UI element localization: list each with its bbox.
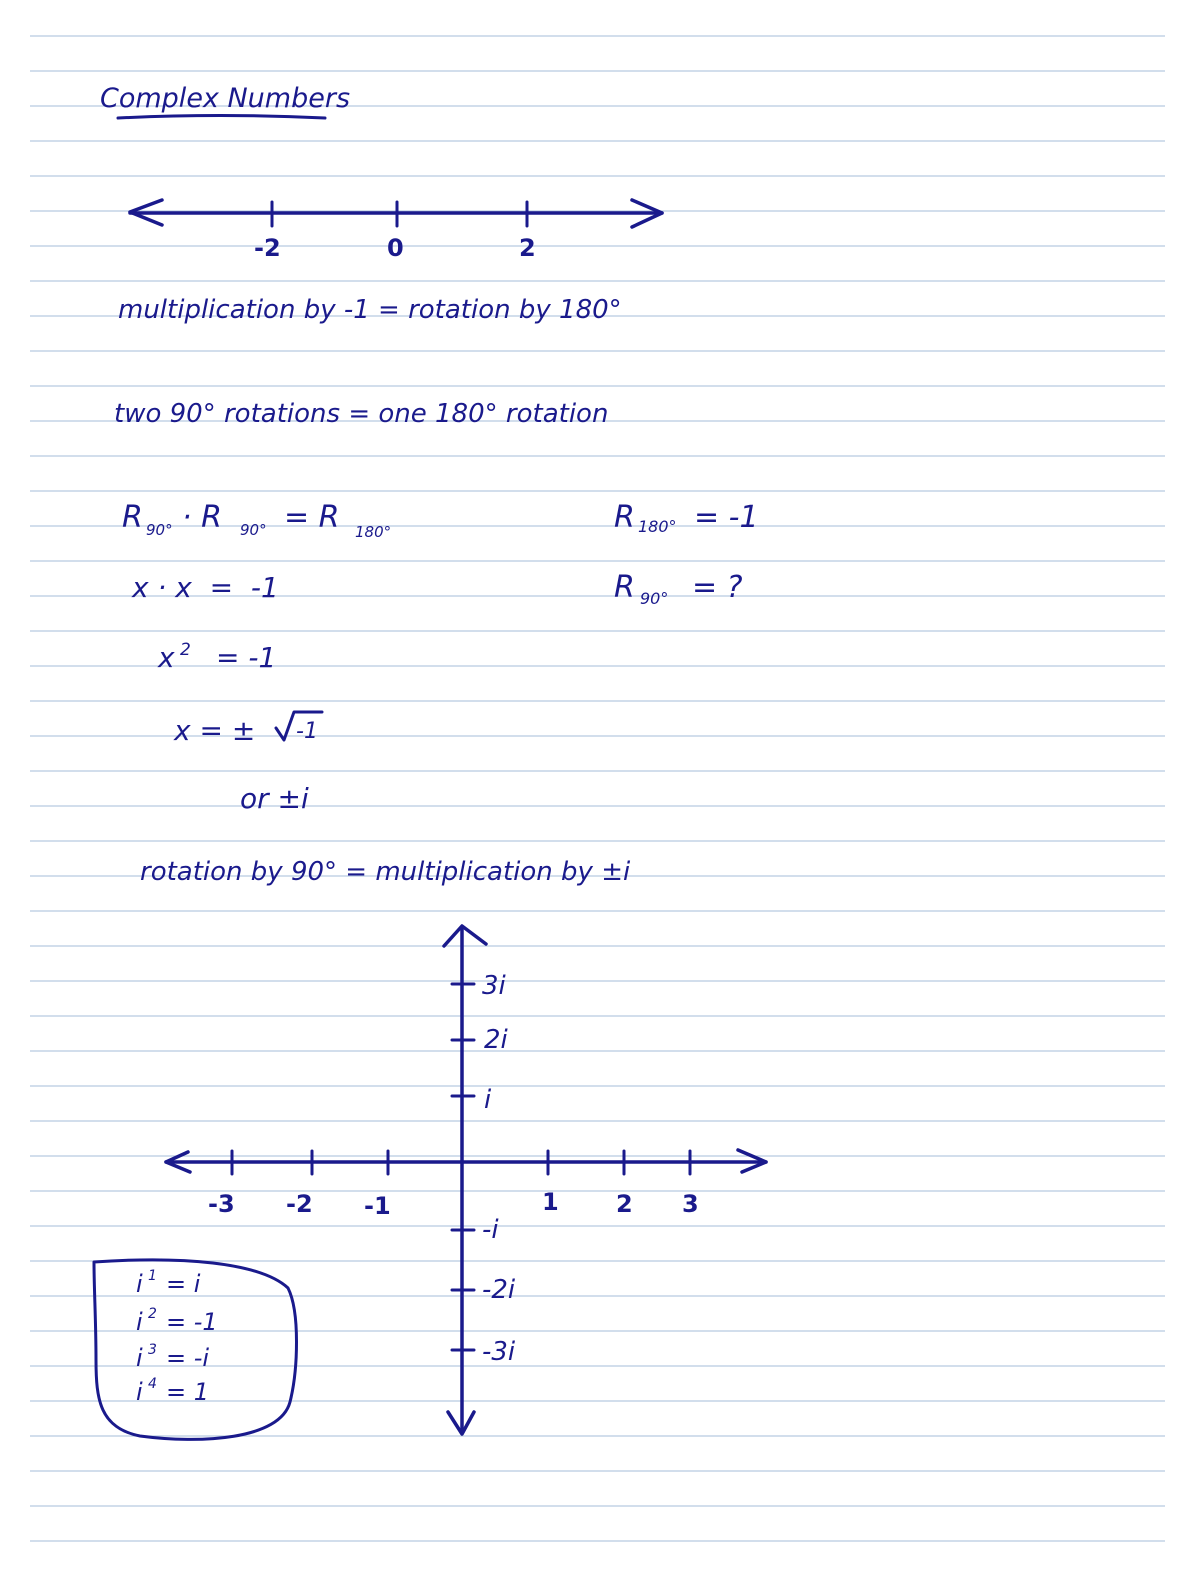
tick-label: 2 [519,234,536,262]
svg-text:= 1: = 1 [166,1378,210,1406]
svg-text:= -1: = -1 [216,641,277,674]
svg-text:2: 2 [180,640,191,660]
up-arrow-icon [444,926,486,946]
complex-plane [166,926,766,1434]
svg-text:x = ±: x = ± [174,714,256,747]
real-tick-label: -1 [364,1192,391,1220]
real-tick-label: 2 [616,1190,633,1218]
svg-text:= ?: = ? [692,570,743,605]
imag-tick-label: -i [482,1215,499,1245]
svg-text:= R: = R [284,500,340,535]
svg-text:= -i: = -i [166,1344,210,1372]
imag-tick-label: 2i [484,1025,508,1055]
svg-text:90°: 90° [240,521,267,539]
power-row [136,1342,209,1372]
page-title: Complex Numbers [100,83,351,114]
svg-text:i: i [136,1344,143,1372]
imag-tick-label: i [484,1085,492,1115]
equation-x-times-x: x · x = -1 [132,571,279,604]
svg-text:R: R [614,500,635,535]
imag-tick-label: -3i [482,1337,516,1367]
note-line: two 90° rotations = one 180° rotation [114,399,609,429]
svg-text:1: 1 [148,1268,157,1284]
svg-text:i: i [136,1378,143,1406]
svg-text:x: x [158,641,175,674]
svg-text:i: i [136,1308,143,1336]
svg-text:90°: 90° [640,589,669,608]
real-tick-label: 1 [542,1188,559,1216]
equation-sqrt [173,712,322,747]
svg-text:2: 2 [148,1306,157,1322]
real-tick-label: -2 [286,1190,313,1218]
svg-text:= -1: = -1 [694,500,759,535]
real-tick-label: 3 [682,1190,699,1218]
svg-text:3: 3 [148,1342,157,1358]
svg-text:180°: 180° [638,517,677,536]
svg-text:-1: -1 [296,719,318,744]
tick-label: 0 [387,234,404,262]
rotation-equation [122,500,391,541]
svg-text:4: 4 [148,1376,157,1392]
number-line [130,200,662,262]
title-underline [118,116,325,119]
svg-text:90°: 90° [146,521,173,539]
tick-label: -2 [254,234,281,262]
imag-tick-label: 3i [482,971,506,1001]
real-tick-label: -3 [208,1190,235,1218]
svg-text:= i: = i [166,1270,201,1298]
note-line: rotation by 90° = multiplication by ±i [140,857,631,887]
svg-text:180°: 180° [355,523,392,541]
r180-equation [614,500,759,536]
equation-or-pm-i: or ±i [240,782,309,815]
power-row [136,1376,209,1406]
svg-text:= -1: = -1 [166,1308,218,1336]
powers-of-i-box [94,1260,297,1440]
svg-text:R: R [122,500,143,535]
r90-question [614,570,743,608]
svg-text:R: R [614,570,635,605]
power-row [136,1306,218,1336]
note-line: multiplication by -1 = rotation by 180° [118,295,622,325]
svg-text:i: i [136,1270,143,1298]
equation-x-squared [157,640,276,674]
imag-tick-label: -2i [482,1275,516,1305]
power-row [136,1268,201,1298]
svg-text:· R: · R [182,500,222,535]
